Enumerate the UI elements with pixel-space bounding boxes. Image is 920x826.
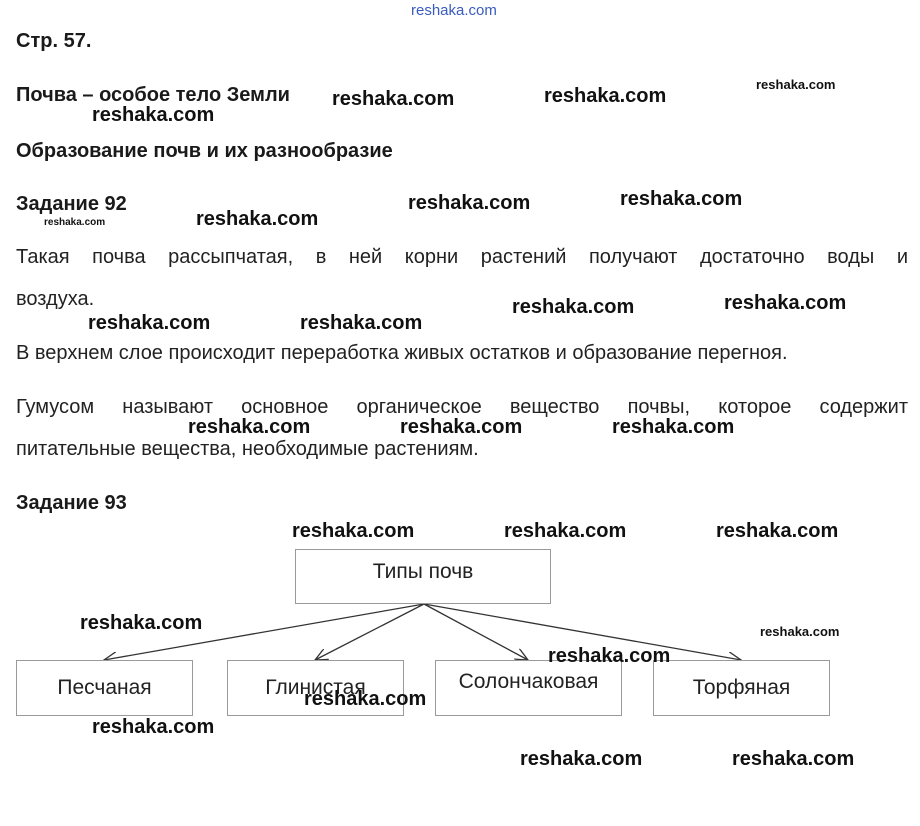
watermark: reshaka.com bbox=[512, 296, 635, 318]
watermark: reshaka.com bbox=[300, 312, 423, 334]
task-92-answer-3-line-1: Гумусом называют основное органическое вещество почвы, которое содержит bbox=[16, 396, 908, 418]
watermark: reshaka.com bbox=[304, 688, 427, 710]
watermark: reshaka.com bbox=[732, 748, 855, 770]
watermark: reshaka.com bbox=[44, 217, 106, 228]
watermark: reshaka.com bbox=[400, 416, 523, 438]
soil-type-label: Песчаная bbox=[57, 676, 152, 699]
task-93-heading: Задание 93 bbox=[16, 492, 127, 514]
watermark: reshaka.com bbox=[724, 292, 847, 314]
task-92-answer-2: В верхнем слое происходит переработка живых остатков и образование перегноя. bbox=[16, 342, 788, 364]
task-92-answer-1-line-2: воздуха. bbox=[16, 288, 95, 310]
soil-type-label: Торфяная bbox=[692, 676, 791, 699]
watermark: reshaka.com bbox=[292, 520, 415, 542]
chapter-title: Почва – особое тело Земли bbox=[16, 84, 290, 106]
page-number: Стр. 57. bbox=[16, 30, 92, 52]
site-watermark-top: reshaka.com bbox=[411, 2, 497, 19]
watermark: reshaka.com bbox=[548, 645, 671, 667]
task-92-answer-1-line-1: Такая почва рассыпчатая, в ней корни растений получают достаточно воды и bbox=[16, 246, 908, 268]
watermark: reshaka.com bbox=[196, 208, 319, 230]
watermark: reshaka.com bbox=[504, 520, 627, 542]
watermark: reshaka.com bbox=[620, 188, 743, 210]
soil-types-root-box bbox=[295, 549, 551, 604]
arrow-to-clay bbox=[315, 604, 424, 660]
watermark: reshaka.com bbox=[612, 416, 735, 438]
watermark: reshaka.com bbox=[756, 77, 836, 92]
watermark: reshaka.com bbox=[92, 716, 215, 738]
soil-type-label: Солончаковая bbox=[458, 670, 599, 693]
watermark: reshaka.com bbox=[408, 192, 531, 214]
section-title: Образование почв и их разнообразие bbox=[16, 140, 393, 162]
soil-type-box-saline bbox=[435, 660, 622, 716]
task-92-heading: Задание 92 bbox=[16, 193, 127, 215]
watermark: reshaka.com bbox=[332, 88, 455, 110]
watermark: reshaka.com bbox=[92, 104, 215, 126]
watermark: reshaka.com bbox=[520, 748, 643, 770]
watermark: reshaka.com bbox=[544, 85, 667, 107]
watermark: reshaka.com bbox=[760, 624, 840, 639]
watermark: reshaka.com bbox=[188, 416, 311, 438]
watermark: reshaka.com bbox=[716, 520, 839, 542]
soil-type-box-sandy bbox=[16, 660, 193, 716]
watermark: reshaka.com bbox=[80, 612, 203, 634]
arrow-to-saline bbox=[424, 604, 528, 660]
watermark: reshaka.com bbox=[88, 312, 211, 334]
soil-types-root-label: Типы почв bbox=[372, 560, 474, 583]
task-92-answer-3-line-2: питательные вещества, необходимые растениям. bbox=[16, 438, 479, 460]
soil-type-label: Глинистая bbox=[265, 676, 366, 699]
soil-type-box-peat bbox=[653, 660, 830, 716]
